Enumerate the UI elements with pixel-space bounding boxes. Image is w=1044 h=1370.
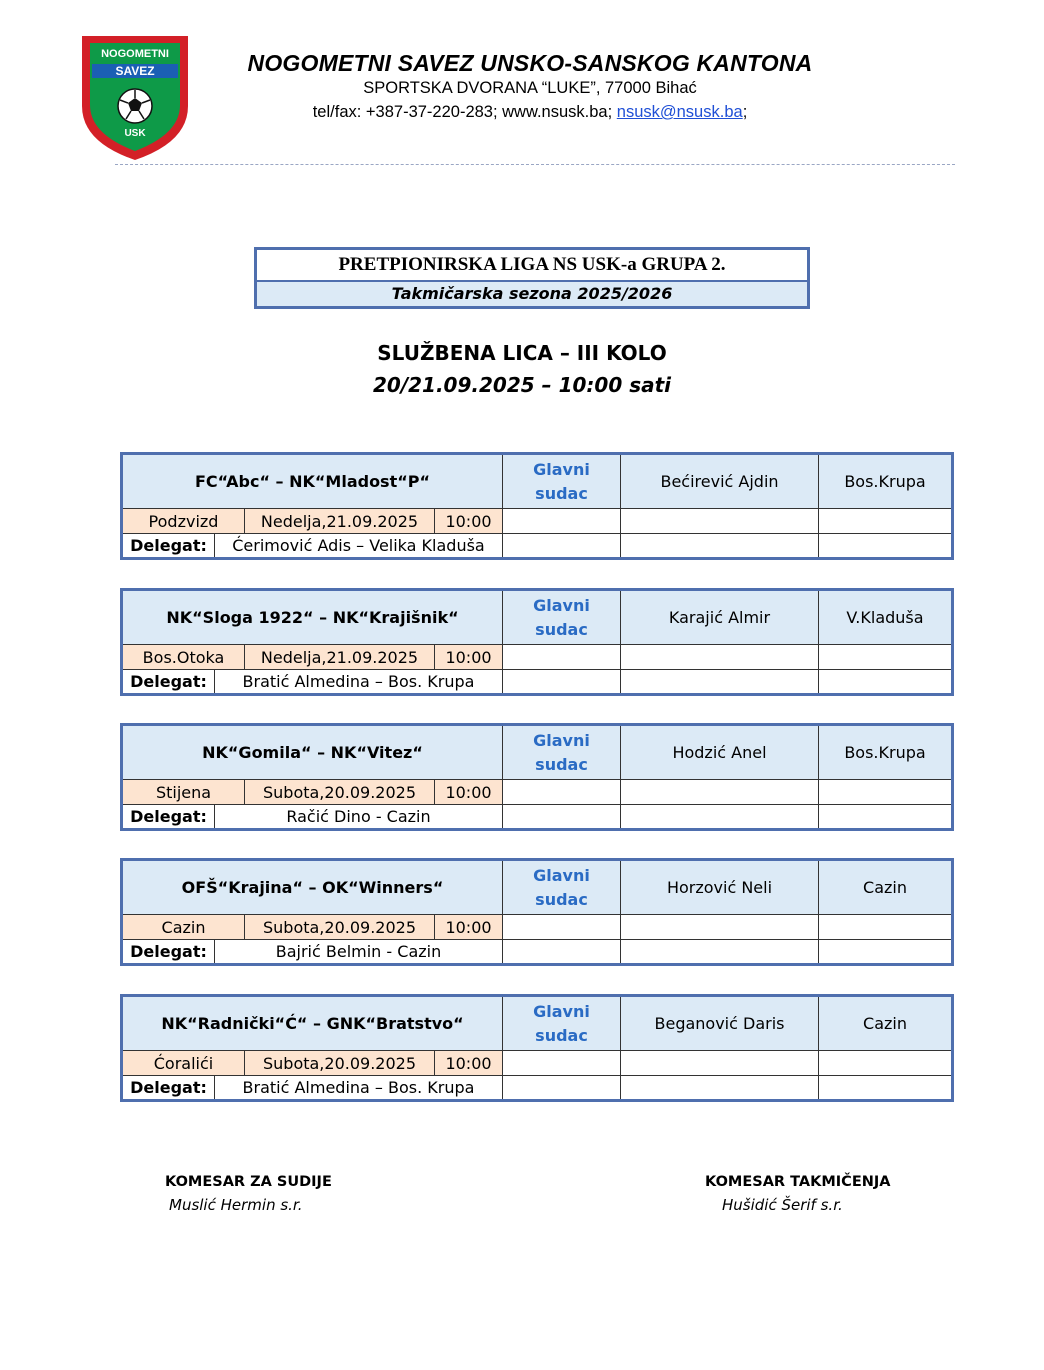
match-time: 10:00 — [435, 645, 503, 670]
empty-cell — [819, 645, 951, 670]
referee-city: Cazin — [819, 997, 951, 1051]
delegate-label: Delegat: — [123, 1076, 215, 1099]
referee-label — [503, 997, 621, 1051]
empty-cell — [819, 534, 951, 557]
empty-cell — [819, 915, 951, 940]
match-date: Nedelja,21.09.2025 — [245, 509, 435, 534]
empty-cell — [819, 780, 951, 805]
empty-cell — [621, 509, 819, 534]
empty-cell — [503, 670, 621, 693]
referee-city: Cazin — [819, 861, 951, 915]
match-time: 10:00 — [435, 1051, 503, 1076]
match-time: 10:00 — [435, 509, 503, 534]
empty-cell — [503, 509, 621, 534]
empty-cell — [621, 805, 819, 828]
referee-label — [503, 455, 621, 509]
match-location: Podzvizd — [123, 509, 245, 534]
referee-label-line1: Glavni — [533, 595, 590, 615]
org-contact — [200, 103, 860, 122]
delegate-label: Delegat: — [123, 670, 215, 693]
delegate-label: Delegat: — [123, 805, 215, 828]
empty-cell — [503, 1051, 621, 1076]
delegate-label: Delegat: — [123, 534, 215, 557]
referee-label-line1: Glavni — [533, 730, 590, 750]
empty-cell — [503, 534, 621, 557]
empty-cell — [621, 645, 819, 670]
empty-cell — [819, 1051, 951, 1076]
referee-label-line2: sudac — [535, 1025, 588, 1045]
referee-label — [503, 591, 621, 645]
referee-city: Bos.Krupa — [819, 726, 951, 780]
league-title-box — [254, 247, 810, 309]
match-table — [120, 858, 954, 966]
referee-name: Bećirević Ajdin — [621, 455, 819, 509]
match-teams: NK“Radnički“Ć“ – GNK“Bratstvo“ — [123, 997, 503, 1051]
email-link[interactable]: nsusk@nsusk.ba — [616, 103, 743, 121]
referee-label-line2: sudac — [535, 889, 588, 909]
delegate-name: Račić Dino - Cazin — [215, 805, 503, 828]
referee-label-line1: Glavni — [533, 865, 590, 885]
match-date: Subota,20.09.2025 — [245, 780, 435, 805]
org-name: NOGOMETNI SAVEZ UNSKO-SANSKOG KANTONA — [247, 50, 813, 76]
match-date: Nedelja,21.09.2025 — [245, 645, 435, 670]
empty-cell — [819, 940, 951, 963]
empty-cell — [819, 670, 951, 693]
match-date: Subota,20.09.2025 — [245, 1051, 435, 1076]
referee-label-line2: sudac — [535, 619, 588, 639]
left-signature-title: KOMESAR ZA SUDIJE — [165, 1174, 332, 1190]
empty-cell — [503, 915, 621, 940]
left-signature-name: Muslić Hermin s.r. — [169, 1196, 303, 1214]
match-date: Subota,20.09.2025 — [245, 915, 435, 940]
match-location: Bos.Otoka — [123, 645, 245, 670]
round-title: SLUŽBENA LICA – III KOLO — [377, 341, 667, 365]
match-teams: OFŠ“Krajina“ – OK“Winners“ — [123, 861, 503, 915]
empty-cell — [819, 805, 951, 828]
empty-cell — [621, 915, 819, 940]
contact-suffix: ; — [742, 103, 748, 121]
match-location: Ćoralići — [123, 1051, 245, 1076]
referee-label-line2: sudac — [535, 754, 588, 774]
referee-label — [503, 861, 621, 915]
referee-label — [503, 726, 621, 780]
header-divider — [115, 164, 955, 165]
contact-text: tel/fax: +387-37-220-283; www.nsusk.ba; — [312, 103, 617, 121]
season-label — [257, 282, 807, 306]
match-location: Stijena — [123, 780, 245, 805]
delegate-name: Bratić Almedina – Bos. Krupa — [215, 670, 503, 693]
empty-cell — [819, 1076, 951, 1099]
match-teams: NK“Sloga 1922“ – NK“Krajišnik“ — [123, 591, 503, 645]
empty-cell — [503, 940, 621, 963]
delegate-label: Delegat: — [123, 940, 215, 963]
org-address: SPORTSKA DVORANA “LUKE”, 77000 Bihać — [363, 79, 697, 97]
right-signature-name: Hušidić Šerif s.r. — [722, 1196, 843, 1214]
season-text: Takmičarska sezona 2025/2026 — [391, 284, 673, 303]
empty-cell — [621, 1076, 819, 1099]
match-teams: NK“Gomila“ – NK“Vitez“ — [123, 726, 503, 780]
referee-name: Beganović Daris — [621, 997, 819, 1051]
match-location: Cazin — [123, 915, 245, 940]
empty-cell — [621, 670, 819, 693]
round-date: 20/21.09.2025 – 10:00 sati — [372, 373, 672, 397]
referee-city: V.Kladuša — [819, 591, 951, 645]
delegate-name: Bajrić Belmin - Cazin — [215, 940, 503, 963]
match-table — [120, 994, 954, 1102]
empty-cell — [503, 780, 621, 805]
match-time: 10:00 — [435, 780, 503, 805]
empty-cell — [621, 780, 819, 805]
empty-cell — [621, 534, 819, 557]
referee-label-line2: sudac — [535, 483, 588, 503]
right-signature-title: KOMESAR TAKMIČENJA — [705, 1174, 891, 1190]
empty-cell — [621, 1051, 819, 1076]
empty-cell — [503, 805, 621, 828]
referee-name: Karajić Almir — [621, 591, 819, 645]
empty-cell — [503, 645, 621, 670]
nsusk-logo — [74, 30, 196, 164]
league-name: PRETPIONIRSKA LIGA NS USK-a GRUPA 2. — [257, 250, 807, 282]
logo-bottom-text: USK — [124, 128, 146, 139]
referee-city: Bos.Krupa — [819, 455, 951, 509]
match-table — [120, 588, 954, 696]
referee-name: Horzović Neli — [621, 861, 819, 915]
logo-mid-text: SAVEZ — [115, 64, 155, 78]
logo-top-text: NOGOMETNI — [101, 48, 169, 60]
empty-cell — [621, 940, 819, 963]
referee-label-line1: Glavni — [533, 459, 590, 479]
match-time: 10:00 — [435, 915, 503, 940]
empty-cell — [503, 1076, 621, 1099]
match-table — [120, 452, 954, 560]
delegate-name: Bratić Almedina – Bos. Krupa — [215, 1076, 503, 1099]
match-teams: FC“Abc“ – NK“Mladost“P“ — [123, 455, 503, 509]
match-table — [120, 723, 954, 831]
empty-cell — [819, 509, 951, 534]
delegate-name: Ćerimović Adis – Velika Kladuša — [215, 534, 503, 557]
referee-name: Hodzić Anel — [621, 726, 819, 780]
referee-label-line1: Glavni — [533, 1001, 590, 1021]
